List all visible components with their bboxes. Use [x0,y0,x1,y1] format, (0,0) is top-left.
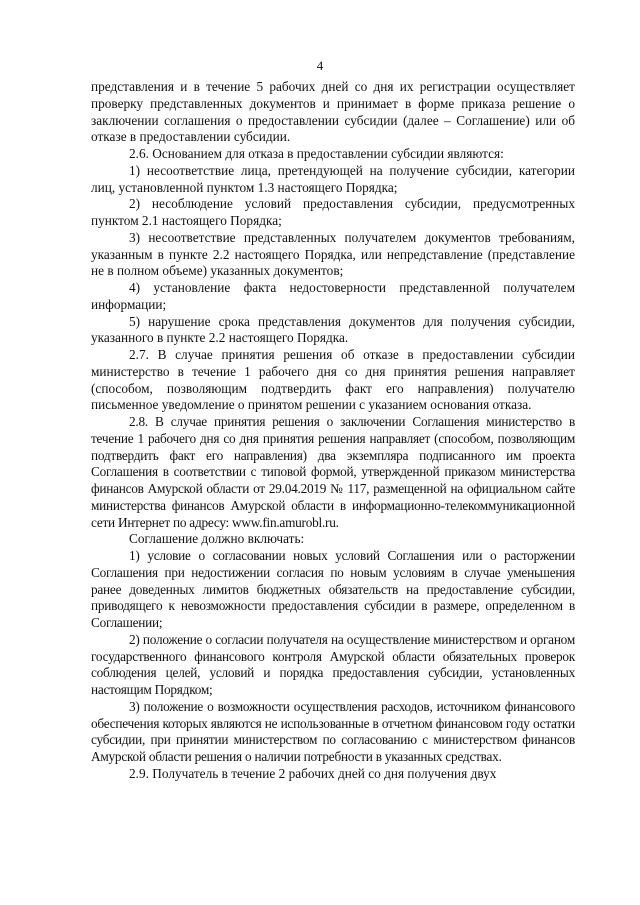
refusal-reason-1: 1) несоответствие лица, претендующей на получение субсидии, категории лиц, установленной пунктом 1.3 настоящего Порядка; [91,162,575,195]
paragraph-2-8: 2.8. В случае принятия решения о заключении Соглашения министерство в течение 1 рабочего дня со дня принятия решения направляет (способом, позволяющим подтвердить факт его направления) два экземпляра подписанного им проекта Соглашения в соответствии с типовой формой, утвержденной приказом министерства финансов Амурской области от 29.04.2019 № 117, размещенной на официальном сайте министерства финансов Амурской области в информационно-телекоммуникационной сети Интернет по адресу: www.fin.amurobl.ru. [91,414,575,530]
agreement-condition-3: 3) положение о возможности осуществления расходов, источником финансового обеспечения которых являются не использованные в отчетном финансовом году остатки субсидии, при принятии министерством по согласованию с министерством финансов Амурской области решения о наличии потребности в указанных средствах. [91,698,575,764]
paragraph-2-9: 2.9. Получатель в течение 2 рабочих дней со дня получения двух [129,765,497,781]
paragraph-2-6: 2.6. Основанием для отказа в предоставлении субсидии являются: [129,146,504,161]
page-number: 4 [316,58,324,73]
agreement-intro: Соглашение должно включать: [129,531,305,547]
paragraph-continuation: представления и в течение 5 рабочих дней со дня их регистрации осуществляет проверку представленных документов и принимает в форме приказа решение о заключении соглашения о предоставлении субсидии (далее – Соглашение) или об отказе в предоставлении субсидии. [91,79,575,145]
refusal-reason-2: 2) несоблюдение условий предоставления субсидии, предусмотренных пунктом 2.1 настоящего Порядка; [91,196,575,228]
refusal-reason-3: 3) несоответствие представленных получателем документов требованиям, указанным в пункте 2.2 настоящего Порядка, или непредставление (представление не в полном объеме) указанных документов; [91,229,575,279]
refusal-reason-4: 4) установление факта недостоверности представленной получателем информации; [91,280,575,312]
refusal-reason-5: 5) нарушение срока представления документов для получения субсидии, указанного в пункте 2.2 настоящего Порядка. [91,313,575,346]
paragraph-2-7: 2.7. В случае принятия решения об отказе в предоставлении субсидии министерство в течение 1 рабочего дня со дня принятия решения направляет (способом, позволяющим подтвердить факт его направления) получателю письменное уведомление о принятом решении с указанием основания отказа. [91,347,575,413]
agreement-condition-1: 1) условие о согласовании новых условий Соглашения или о расторжении Соглашения при недостижении согласия по новым условиям в случае уменьшения ранее доведенных лимитов бюджетных обязательств на предоставление субсидии, приводящего к невозможности предоставления субсидии в размере, определенном в Соглашении; [91,548,575,630]
agreement-condition-2: 2) положение о согласии получателя на осуществление министерством и органом государственного финансового контроля Амурской области обязательных проверок соблюдения целей, условий и порядка предоставления субсидии, установленных настоящим Порядком; [91,631,575,697]
document-body [91,79,575,783]
